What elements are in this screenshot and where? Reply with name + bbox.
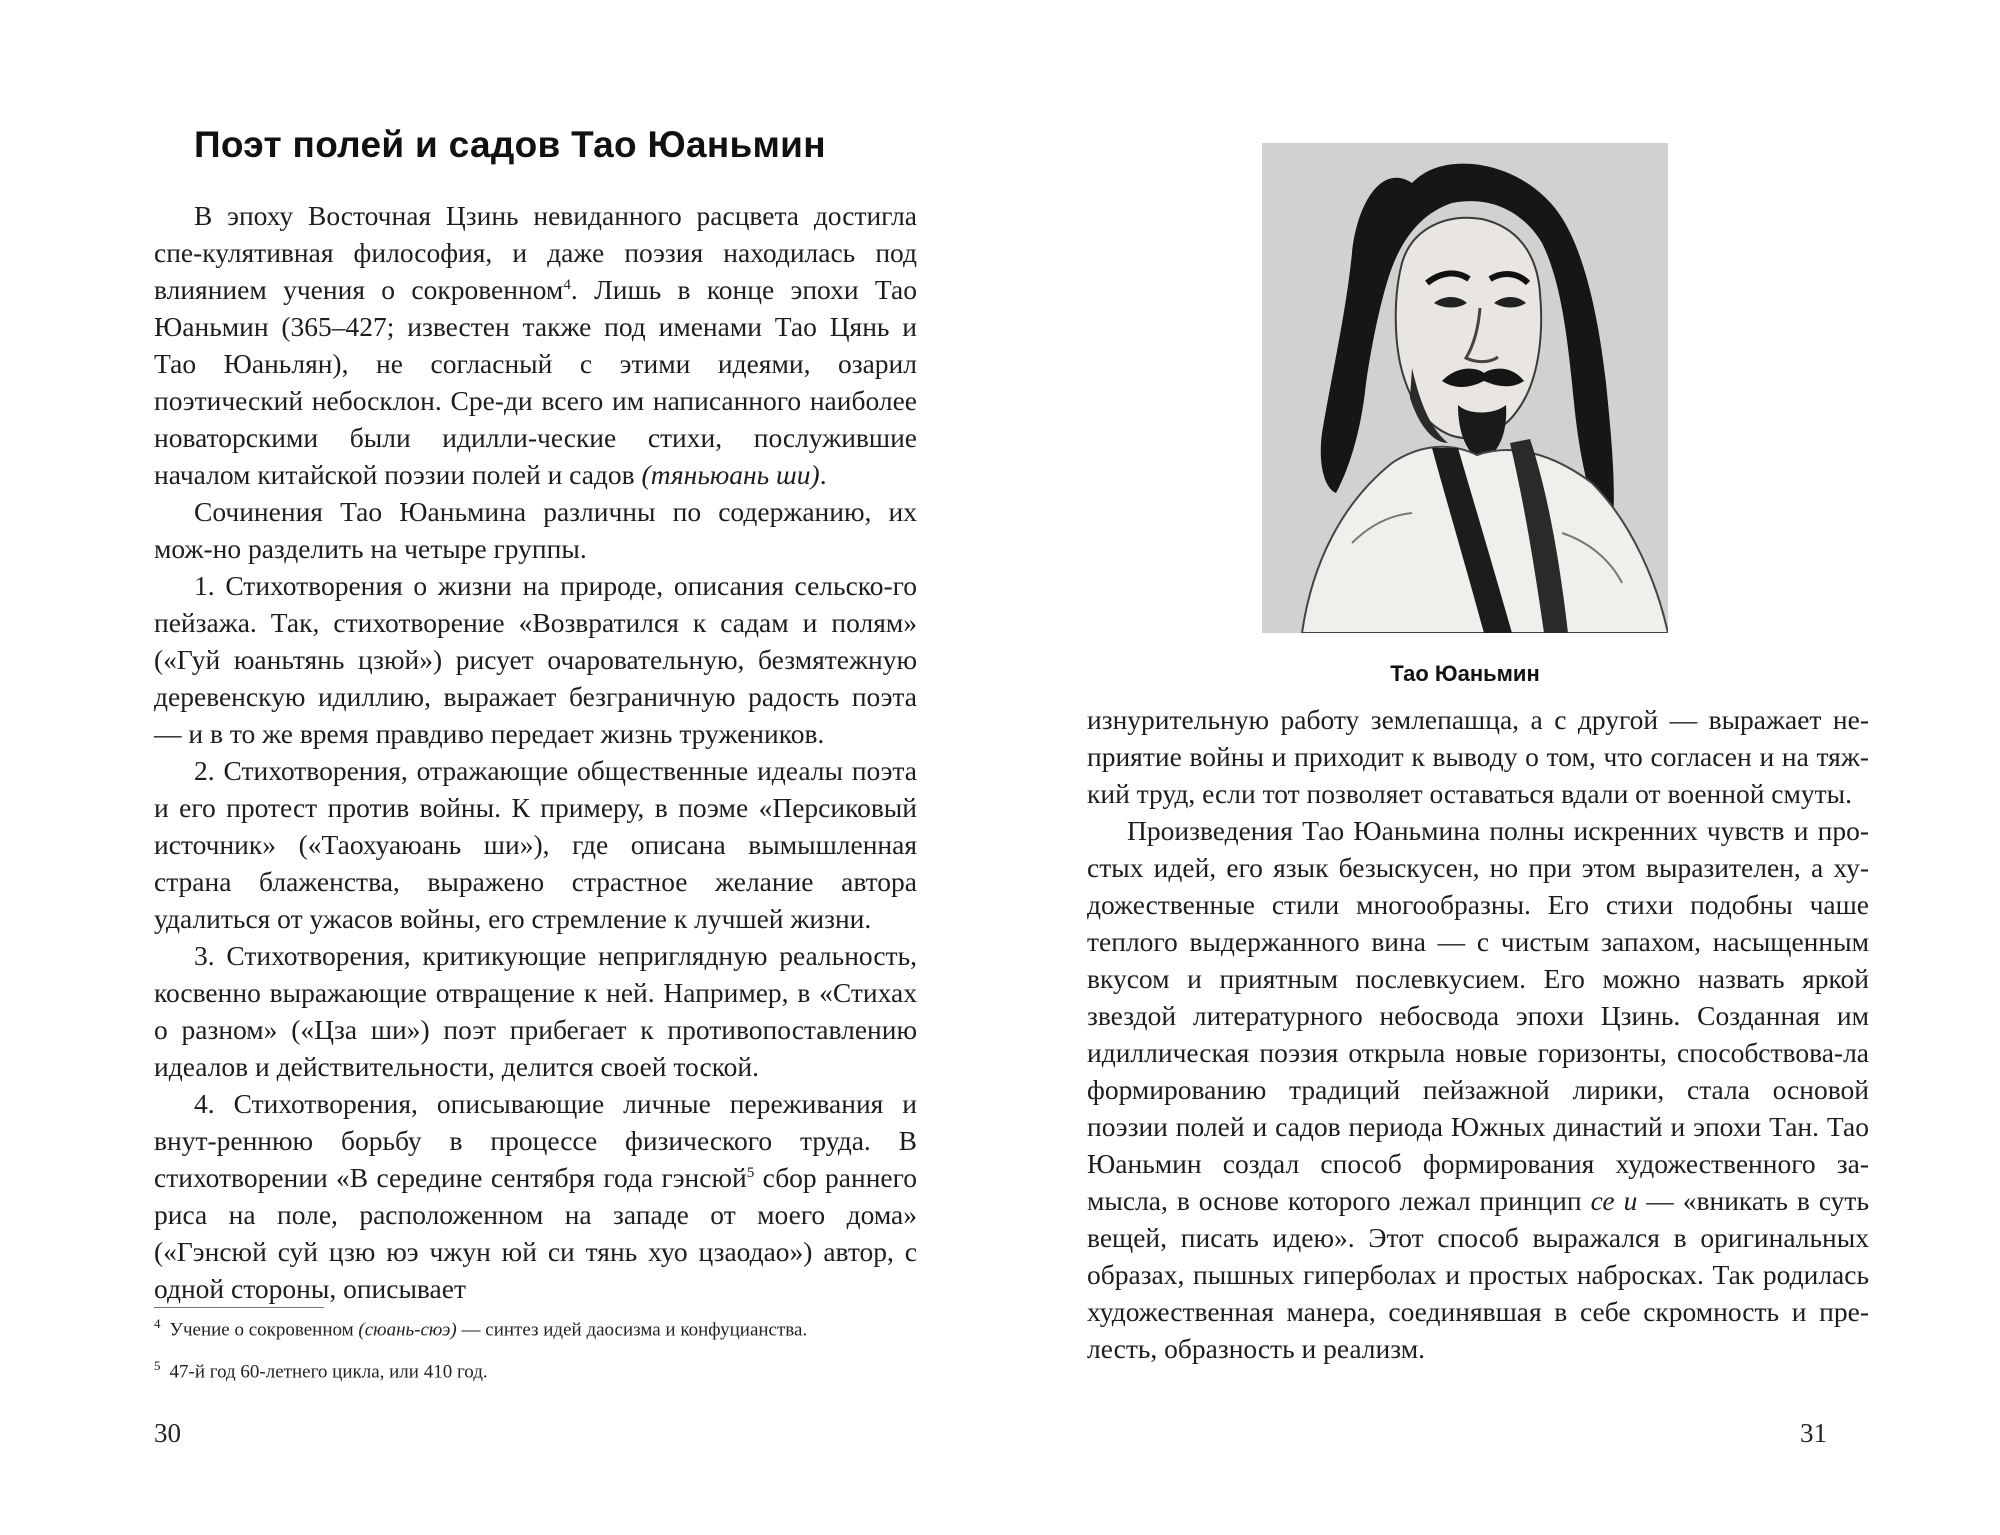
footnote-5-text: 47-й год 60-летнего цикла, или 410 год. [169, 1361, 488, 1383]
chapter-title: Поэт полей и садов Тао Юаньмин [194, 124, 826, 165]
footnote-4 [154, 1310, 934, 1344]
paragraph-intro [154, 197, 917, 493]
paragraph-group-4-part-a: 4. Стихотворения, описывающие личные переживания и внут-реннюю борьбу в процессе физического труда. В стихотворении «В середине сентября года гэнсюй [154, 1088, 917, 1193]
paragraph-assessment [1087, 812, 1869, 1367]
paragraph-continuation: изнурительную работу землепашца, а с другой — выражает не-приятие войны и приходит к выводу о том, что согласен и на тяж-кий труд, если тот позволяет оставаться вдали от военной смуты. [1087, 704, 1869, 809]
footnote-4-term: (сюань-сюэ) [358, 1319, 457, 1341]
paragraph-intro-part-b: . Лишь в конце эпохи Тао Юаньмин (365–427; известен также под именами Тао Цянь и Тао Юаньлян), не согласный с этими идеями, озарил поэтический небосклон. Сре-ди всего им написанного наиболее новаторскими были идилли-ческие стихи, послужившие началом китайской поэзии полей и садов [154, 274, 918, 490]
footnote-divider [154, 1307, 324, 1308]
right-page [1000, 0, 2000, 1535]
paragraph-group-3: 3. Стихотворения, критикующие неприглядную реальность, косвенно выражающие отвращение к ней. Например, в «Стихах о разном» («Цза ши») поэт прибегает к противопоставлению идеалов и действительности, делится своей тоской. [154, 940, 917, 1082]
paragraph-intro-part-c: . [819, 459, 827, 490]
portrait-image [1262, 143, 1668, 633]
paragraph-group-4 [154, 1085, 917, 1307]
footnote-ref-4[interactable]: 4 [563, 276, 571, 293]
paragraph-group-4-part-b: сбор раннего риса на поле, расположенном на западе от моего дома» («Гэнсюй суй цзю юэ чжун юй си тянь хуо цзаодао») автор, с одной стороны, описывает [154, 1162, 917, 1304]
paragraph-assessment-part-b: — «вникать в суть вещей, писать идею». Этот способ выражался в оригинальных образах, пышных гиперболах и простых набросках. Так родилась художественная манера, соединявшая в себе скромность и пре-лесть, образность и реализм. [1087, 1185, 1869, 1364]
footnote-4-text-a: Учение о сокровенном [169, 1319, 359, 1341]
footnote-5 [154, 1352, 934, 1386]
footnote-ref-5[interactable]: 5 [746, 1164, 755, 1181]
footnote-5-mark: 5 [154, 1358, 161, 1374]
portrait-caption: Тао Юаньмин [1390, 661, 1540, 686]
page-number-right: 31 [1800, 1418, 1827, 1448]
page-number-left: 30 [154, 1418, 181, 1448]
left-body-text [154, 197, 917, 1307]
paragraph-intro-part-a: В эпоху Восточная Цзинь невиданного расцвета достигла спе-кулятивная философия, и даже поэзия находилась под влиянием учения о сокровенном [154, 200, 917, 305]
paragraph-group-1: 1. Стихотворения о жизни на природе, описания сельско-го пейзажа. Так, стихотворение «Возвратился к садам и полям» («Гуй юаньтянь цзюй») рисует очаровательную, безмятежную деревенскую идиллию, выражает безграничную радость поэта — и в то же время правдиво передает жизнь тружеников. [154, 570, 917, 749]
term-tianyuan-shi: (тяньюань ши) [641, 459, 820, 490]
footnotes [154, 1310, 934, 1395]
paragraph-groups: Сочинения Тао Юаньмина различны по содержанию, их мож-но разделить на четыре группы. [154, 496, 917, 564]
footnote-4-text-b: — синтез идей даосизма и конфуцианства. [456, 1319, 808, 1341]
paragraph-assessment-part-a: Произведения Тао Юаньмина полны искренних чувств и про-стых идей, его язык безыскусен, но при этом выразителен, а ху-дожественные стили многообразны. Его стихи подобны чаше теплого выдержанного вина — с чистым запахом, насыщенным вкусом и приятным послевкусием. Его можно назвать яркой звездой литературного небосвода эпохи Цзинь. Созданная им идиллическая поэзия открыла новые горизонты, способствова-ла формированию традиций пейзажной лирики, стала основой поэзии полей и садов периода Южных династий и эпохи Тан. Тао Юаньмин создал способ формирования художественного за-мысла, в основе которого лежал принцип [1087, 815, 1869, 1216]
footnote-4-mark: 4 [154, 1316, 161, 1331]
right-body-text [1087, 701, 1869, 1367]
paragraph-group-2: 2. Стихотворения, отражающие общественные идеалы поэта и его протест против войны. К примеру, в поэме «Персиковый источник» («Таохуаюань ши»), где описана вымышленная страна блаженства, выражено страстное желание автора удалиться от ужасов войны, его стремление к лучшей жизни. [154, 755, 917, 934]
term-se-i: се и [1590, 1185, 1638, 1216]
